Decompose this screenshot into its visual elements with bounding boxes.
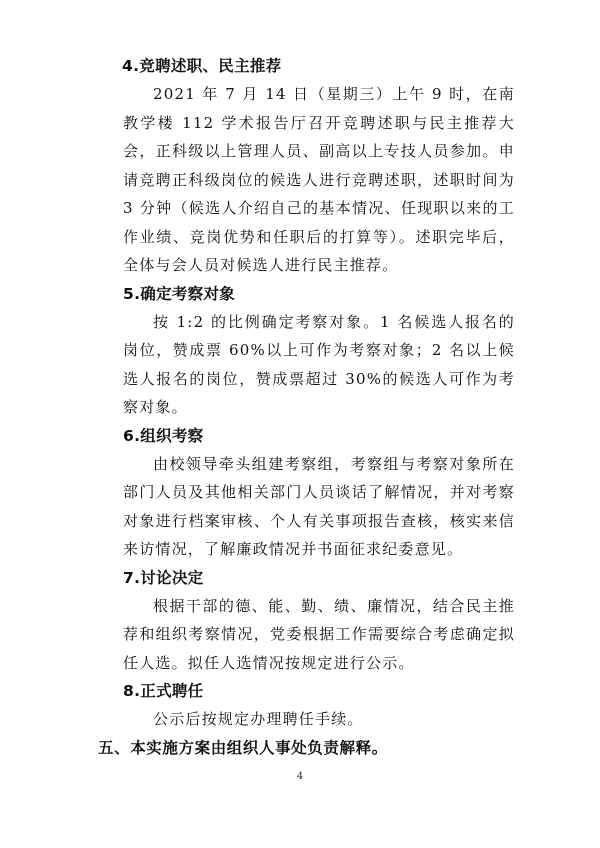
page-number: 4 (296, 771, 304, 782)
section-body-8: 公示后按规定办理聘任手续。 (153, 710, 364, 728)
section-heading-8: 8.正式聘任 (123, 682, 204, 700)
section-heading-4: 4.竞聘述职、民主推荐 (122, 57, 282, 75)
section-body-6: 由校领导牵头组建考察组，考察组与考察对象所在部门人员及其他相关部门人员谈话了解情况，并对考察对象进行档案审核、个人有关事项报告查核，核实来信来访情况，了解廉政情况并书面征求纪委意见。 (123, 454, 515, 558)
section-heading-5: 5.确定考察对象 (123, 284, 236, 303)
section-heading-6: 6.组织考察 (123, 426, 204, 445)
document-body (98, 52, 515, 762)
section-heading-7: 7.讨论决定 (123, 568, 204, 587)
section-body-7: 根据干部的德、能、勤、绩、廉情况，结合民主推荐和组织考察情况，党委根据工作需要综合考虑确定拟任人选。拟任人选情况按规定进行公示。 (123, 596, 515, 672)
section-body-4: 2021 年 7 月 14 日（星期三）上午 9 时，在南教学楼 112 学术报告厅召开竞聘述职与民主推荐大会，正科级以上管理人员、副高以上专技人员参加。申请竞聘正科级岗位的候选人进行竞聘述职，述职时间为 3 分钟（候选人介绍自己的基本情况、任现职以来的工作业绩、竞岗优势和任职后的打算等）。述职完毕后，全体与会人员对候选人进行民主推荐。 (123, 85, 515, 274)
section-body-5: 按 1:2 的比例确定考察对象。1 名候选人报名的岗位，赞成票 60%以上可作为考察对象；2 名以上候选人报名的岗位，赞成票超过 30%的候选人可作为考察对象。 (123, 312, 515, 416)
final-heading: 五、本实施方案由组织人事处负责解释。 (98, 738, 388, 757)
